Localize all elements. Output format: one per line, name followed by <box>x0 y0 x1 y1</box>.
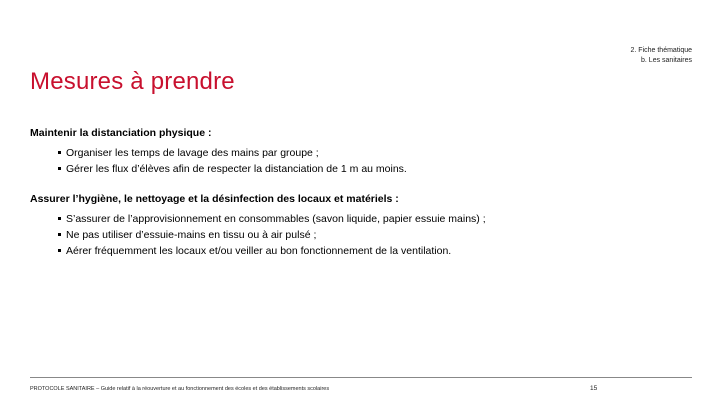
section-heading-distancing: Maintenir la distanciation physique : <box>30 127 212 139</box>
page-title: Mesures à prendre <box>30 68 235 95</box>
list-item: Gérer les flux d’élèves afin de respecter la distanciation de 1 m au moins. <box>58 161 407 177</box>
section-heading-hygiene: Assurer l’hygiène, le nettoyage et la désinfection des locaux et matériels : <box>30 193 399 205</box>
list-item: Organiser les temps de lavage des mains par groupe ; <box>58 145 407 161</box>
breadcrumb-line-1: 2. Fiche thématique <box>630 47 692 54</box>
footer-divider <box>30 377 692 378</box>
list-item: Ne pas utiliser d’essuie-mains en tissu ou à air pulsé ; <box>58 227 486 243</box>
list-item: Aérer fréquemment les locaux et/ou veiller au bon fonctionnement de la ventilation. <box>58 243 486 259</box>
footer-text: PROTOCOLE SANITAIRE – Guide relatif à la réouverture et au fonctionnement des écoles et des établissements scolaires <box>30 386 330 392</box>
bullet-list-hygiene <box>58 211 486 259</box>
list-item: S’assurer de l’approvisionnement en consommables (savon liquide, papier essuie mains) ; <box>58 211 486 227</box>
breadcrumb-line-2: b. Les sanitaires <box>641 57 692 64</box>
breadcrumb <box>631 46 692 66</box>
bullet-list-distancing <box>58 145 407 177</box>
page-number: 15 <box>590 385 598 392</box>
